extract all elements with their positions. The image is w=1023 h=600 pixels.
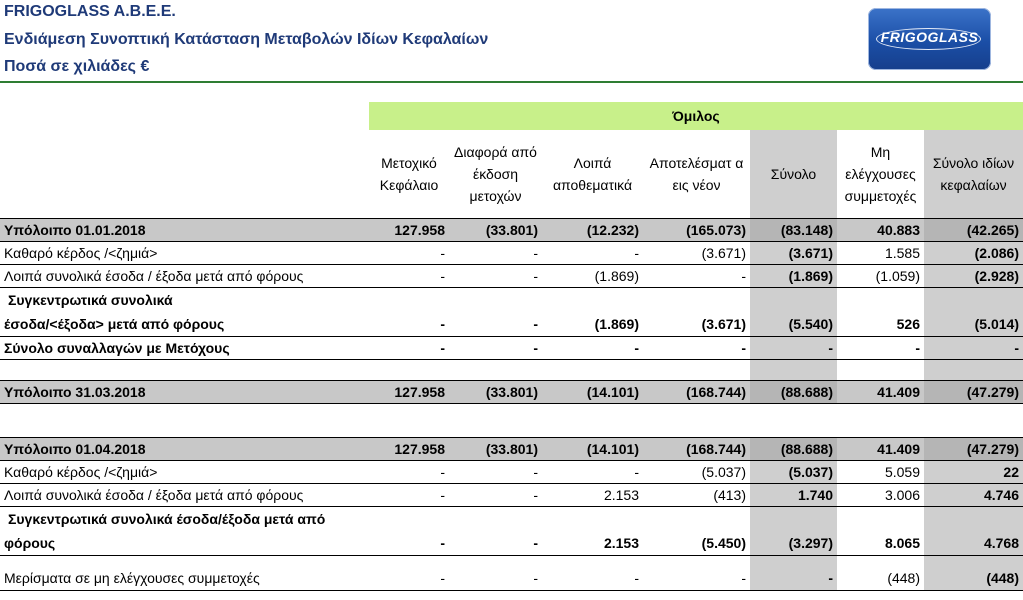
cell-value: (88.688) xyxy=(750,381,837,404)
cell-value: 127.958 xyxy=(369,219,449,242)
row-label: Υπόλοιπο 01.01.2018 xyxy=(0,219,369,242)
spacer-cell xyxy=(369,360,449,381)
cell-value: 3.006 xyxy=(837,484,924,507)
cell-value: 1.585 xyxy=(837,242,924,265)
spacer-cell xyxy=(837,360,924,381)
cell-value: (168.744) xyxy=(643,381,750,404)
row-label: Υπόλοιπο 01.04.2018 xyxy=(0,438,369,461)
cell-value: (47.279) xyxy=(924,438,1023,461)
cell-value: - xyxy=(924,337,1023,360)
cell-value: (1.869) xyxy=(542,288,643,337)
cell-value: (3.671) xyxy=(643,242,750,265)
company-name: FRIGOGLASS A.B.E.E. xyxy=(4,3,176,20)
cell-value: (2.928) xyxy=(924,265,1023,288)
cell-value: (33.801) xyxy=(449,381,542,404)
cell-value: (3.297) xyxy=(750,507,837,556)
header-divider xyxy=(0,81,1023,83)
cell-value: (448) xyxy=(924,556,1023,591)
row-label: Λοιπά συνολικά έσοδα / έξοδα μετά από φόρους xyxy=(0,265,369,288)
table-row xyxy=(0,381,1023,404)
cell-value: (168.744) xyxy=(643,438,750,461)
cell-value: 5.059 xyxy=(837,461,924,484)
row-label: Λοιπά συνολικά έσοδα / έξοδα μετά από φόρους xyxy=(0,484,369,507)
col-share-premium: Διαφορά από έκδοση μετοχών xyxy=(454,144,537,204)
cell-value: - xyxy=(542,461,643,484)
row-label-line: έσοδα/<έξοδα> μετά από φόρους xyxy=(4,316,225,332)
cell-value: (2.086) xyxy=(924,242,1023,265)
cell-value: (165.073) xyxy=(643,219,750,242)
col-other-reserves: Λοιπά αποθεματικά xyxy=(552,155,633,193)
cell-value: (88.688) xyxy=(750,438,837,461)
cell-value: - xyxy=(449,461,542,484)
logo-text: FRIGOGLASS xyxy=(880,29,979,45)
cell-value: (5.037) xyxy=(750,461,837,484)
col-retained-earnings: Αποτελέσματ α εις νέον xyxy=(649,155,744,193)
cell-value: (83.148) xyxy=(750,219,837,242)
cell-value: - xyxy=(542,556,643,591)
row-label: Καθαρό κέρδος /<ζημιά> xyxy=(0,461,369,484)
spacer-cell xyxy=(0,102,369,130)
cell-value: - xyxy=(449,507,542,556)
table-row xyxy=(0,484,1023,507)
cell-value: - xyxy=(643,337,750,360)
cell-value: - xyxy=(449,556,542,591)
col-share-capital: Μετοχικό Κεφάλαιο xyxy=(379,155,439,193)
cell-value: (14.101) xyxy=(542,438,643,461)
cell-value: - xyxy=(542,337,643,360)
cell-value: 127.958 xyxy=(369,381,449,404)
cell-value: 41.409 xyxy=(837,438,924,461)
cell-value: - xyxy=(750,337,837,360)
cell-value: - xyxy=(369,337,449,360)
table-row xyxy=(0,507,1023,556)
row-label: Καθαρό κέρδος /<ζημιά> xyxy=(0,242,369,265)
cell-value: (42.265) xyxy=(924,219,1023,242)
cell-value: (1.059) xyxy=(837,265,924,288)
cell-value: (413) xyxy=(643,484,750,507)
table-row xyxy=(0,438,1023,461)
cell-value: - xyxy=(369,242,449,265)
cell-value: - xyxy=(369,265,449,288)
cell-value: 1.740 xyxy=(750,484,837,507)
cell-value: - xyxy=(449,288,542,337)
frigoglass-logo xyxy=(868,8,991,70)
cell-value: - xyxy=(750,556,837,591)
cell-value: (3.671) xyxy=(643,288,750,337)
cell-value: - xyxy=(643,556,750,591)
cell-value: (33.801) xyxy=(449,219,542,242)
col-non-controlling: Μη ελέγχουσες συμμετοχές xyxy=(844,144,917,204)
cell-value: 4.768 xyxy=(924,507,1023,556)
cell-value: (47.279) xyxy=(924,381,1023,404)
spacer-cell xyxy=(0,130,369,219)
cell-value: (5.014) xyxy=(924,288,1023,337)
cell-value: - xyxy=(449,265,542,288)
spacer-cell xyxy=(0,404,1023,438)
table-row xyxy=(0,461,1023,484)
table-row xyxy=(0,337,1023,360)
row-label-line: φόρους xyxy=(4,535,56,551)
cell-value: - xyxy=(643,265,750,288)
cell-value: - xyxy=(449,337,542,360)
cell-value: - xyxy=(542,242,643,265)
col-total: Σύνολο xyxy=(750,130,837,219)
row-label: Υπόλοιπο 31.03.2018 xyxy=(0,381,369,404)
cell-value: - xyxy=(369,484,449,507)
cell-value: 8.065 xyxy=(837,507,924,556)
spacer-cell xyxy=(0,360,369,381)
row-label-line: Συγκεντρωτικά συνολικά έσοδα/έξοδα μετά από xyxy=(8,511,326,527)
cell-value: (1.869) xyxy=(542,265,643,288)
cell-value: - xyxy=(369,507,449,556)
cell-value: - xyxy=(837,337,924,360)
spacer-cell xyxy=(542,360,643,381)
table-row xyxy=(0,265,1023,288)
cell-value: 22 xyxy=(924,461,1023,484)
cell-value: (1.869) xyxy=(750,265,837,288)
cell-value: 40.883 xyxy=(837,219,924,242)
cell-value: (12.232) xyxy=(542,219,643,242)
col-total-equity: Σύνολο ιδίων κεφαλαίων xyxy=(924,130,1023,219)
cell-value: 41.409 xyxy=(837,381,924,404)
spacer-cell xyxy=(449,360,542,381)
cell-value: 2.153 xyxy=(542,507,643,556)
cell-value: 526 xyxy=(837,288,924,337)
cell-value: - xyxy=(369,461,449,484)
row-label: Σύνολο συναλλαγών με Μετόχους xyxy=(0,337,369,360)
cell-value: (5.037) xyxy=(643,461,750,484)
cell-value: - xyxy=(369,556,449,591)
cell-value: 4.746 xyxy=(924,484,1023,507)
cell-value: - xyxy=(369,288,449,337)
table-row xyxy=(0,219,1023,242)
statement-title: Ενδιάμεση Συνοπτική Κατάσταση Μεταβολών Ιδίων Κεφαλαίων xyxy=(4,31,489,48)
cell-value: 127.958 xyxy=(369,438,449,461)
table-row xyxy=(0,242,1023,265)
row-label: Μερίσματα σε μη ελέγχουσες συμμετοχές xyxy=(0,556,369,591)
spacer-cell xyxy=(750,360,837,381)
cell-value: (14.101) xyxy=(542,381,643,404)
cell-value: (5.450) xyxy=(643,507,750,556)
cell-value: - xyxy=(449,242,542,265)
group-header: Όμιλος xyxy=(369,102,1023,130)
cell-value: (3.671) xyxy=(750,242,837,265)
table-row xyxy=(0,288,1023,337)
spacer-cell xyxy=(643,360,750,381)
spacer-cell xyxy=(924,360,1023,381)
cell-value: - xyxy=(449,484,542,507)
cell-value: (5.540) xyxy=(750,288,837,337)
equity-changes-table xyxy=(0,102,1023,591)
cell-value: (448) xyxy=(837,556,924,591)
row-label xyxy=(0,288,369,337)
cell-value: (33.801) xyxy=(449,438,542,461)
table-row xyxy=(0,556,1023,591)
cell-value: 2.153 xyxy=(542,484,643,507)
amount-units: Ποσά σε χιλιάδες € xyxy=(4,58,150,75)
row-label xyxy=(0,507,369,556)
row-label-line: Συγκεντρωτικά συνολικά xyxy=(8,292,173,308)
